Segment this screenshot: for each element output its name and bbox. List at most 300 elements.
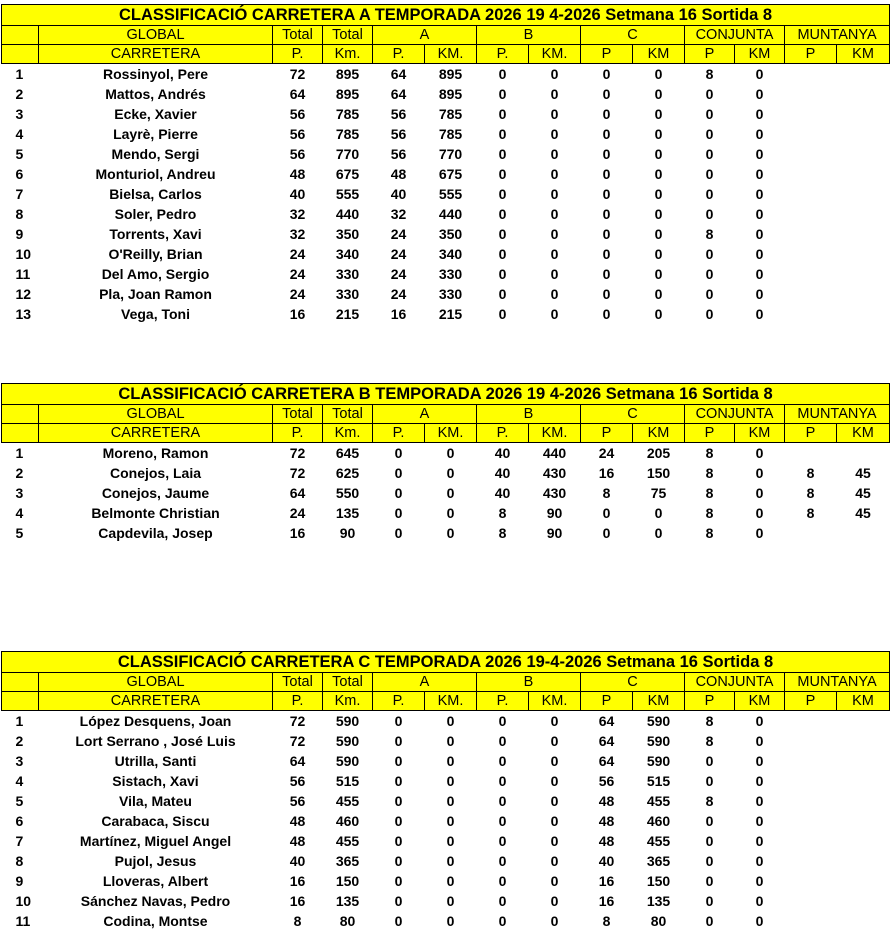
cell-total-points: 48 xyxy=(289,166,306,182)
cell-c-km: 0 xyxy=(654,226,663,242)
cell-a-km: 0 xyxy=(446,773,455,789)
cell-total-points: 32 xyxy=(289,226,306,242)
cell-b-km: 0 xyxy=(550,186,559,202)
header-unit-conjunta-km: KM xyxy=(735,424,785,443)
cell-rider-name: Mattos, Andrés xyxy=(105,86,206,102)
cell-conjunta-points: 0 xyxy=(705,306,714,322)
classification-table-c xyxy=(0,651,890,931)
cell-rank: 5 xyxy=(15,793,24,809)
cell-muntanya-points xyxy=(785,104,837,124)
header-total-km: Total xyxy=(323,26,373,45)
table-row xyxy=(2,124,890,144)
cell-conjunta-km: 0 xyxy=(755,505,764,521)
cell-c-km: 0 xyxy=(654,126,663,142)
header-empty xyxy=(2,692,39,711)
cell-total-km: 440 xyxy=(335,206,360,222)
cell-muntanya-km xyxy=(837,811,890,831)
cell-total-points: 56 xyxy=(289,773,306,789)
header-group-c: C xyxy=(581,26,685,45)
cell-total-points: 40 xyxy=(289,853,306,869)
cell-c-points: 24 xyxy=(598,445,615,461)
header-unit-conjunta-km: KM xyxy=(735,45,785,64)
cell-muntanya-points xyxy=(785,64,837,85)
cell-total-km: 625 xyxy=(335,465,360,481)
cell-conjunta-points: 0 xyxy=(705,893,714,909)
cell-a-points: 0 xyxy=(394,485,403,501)
cell-b-km: 0 xyxy=(550,793,559,809)
cell-b-km: 0 xyxy=(550,733,559,749)
header-unit-a-km: KM. xyxy=(425,424,477,443)
cell-a-km: 330 xyxy=(438,286,463,302)
cell-rider-name: Sistach, Xavi xyxy=(112,773,199,789)
cell-a-km: 785 xyxy=(438,106,463,122)
cell-total-km: 330 xyxy=(335,286,360,302)
cell-c-km: 590 xyxy=(646,713,671,729)
header-unit-c-km: KM xyxy=(633,45,685,64)
cell-b-km: 0 xyxy=(550,813,559,829)
header-unit-muntanya-km: KM xyxy=(837,424,890,443)
cell-conjunta-km: 0 xyxy=(755,186,764,202)
cell-total-km: 150 xyxy=(335,873,360,889)
cell-b-points: 40 xyxy=(494,465,511,481)
cell-b-points: 0 xyxy=(498,733,507,749)
cell-rank: 5 xyxy=(15,525,24,541)
cell-total-km: 555 xyxy=(335,186,360,202)
cell-total-km: 80 xyxy=(339,913,356,929)
cell-b-km: 0 xyxy=(550,893,559,909)
cell-c-points: 48 xyxy=(598,833,615,849)
cell-conjunta-points: 8 xyxy=(705,733,714,749)
cell-muntanya-km xyxy=(837,204,890,224)
cell-muntanya-points xyxy=(785,523,837,543)
header-total-km: Total xyxy=(323,405,373,424)
cell-total-km: 675 xyxy=(335,166,360,182)
cell-muntanya-km xyxy=(837,731,890,751)
cell-a-points: 24 xyxy=(390,286,407,302)
header-empty xyxy=(2,405,39,424)
cell-b-points: 0 xyxy=(498,166,507,182)
cell-rank: 10 xyxy=(15,893,32,909)
header-unit-c-points: P xyxy=(581,692,633,711)
cell-muntanya-points xyxy=(785,831,837,851)
cell-muntanya-km xyxy=(837,244,890,264)
header-unit-muntanya-points: P xyxy=(785,692,837,711)
header-empty xyxy=(2,673,39,692)
cell-total-points: 24 xyxy=(289,505,306,521)
header-row-groups xyxy=(2,26,890,45)
header-row-groups xyxy=(2,405,890,424)
cell-c-points: 0 xyxy=(602,505,611,521)
cell-muntanya-points: 8 xyxy=(806,465,815,481)
cell-muntanya-points xyxy=(785,164,837,184)
cell-c-points: 56 xyxy=(598,773,615,789)
cell-total-points: 64 xyxy=(289,753,306,769)
cell-conjunta-km: 0 xyxy=(755,445,764,461)
cell-c-km: 0 xyxy=(654,286,663,302)
header-unit-muntanya-km: KM xyxy=(837,45,890,64)
cell-total-points: 72 xyxy=(289,713,306,729)
header-global: GLOBAL xyxy=(39,26,273,45)
cell-rider-name: Soler, Pedro xyxy=(114,206,197,222)
cell-muntanya-points xyxy=(785,204,837,224)
cell-muntanya-km xyxy=(837,523,890,543)
cell-rider-name: Lort Serrano , José Luis xyxy=(75,733,236,749)
table-row xyxy=(2,483,890,503)
cell-c-km: 150 xyxy=(646,873,671,889)
cell-muntanya-km xyxy=(837,711,890,732)
header-group-b: B xyxy=(477,26,581,45)
cell-b-points: 0 xyxy=(498,813,507,829)
header-group-a: A xyxy=(373,673,477,692)
cell-conjunta-km: 0 xyxy=(755,465,764,481)
cell-rider-name: Rossinyol, Pere xyxy=(102,66,209,82)
cell-muntanya-km xyxy=(837,851,890,871)
cell-conjunta-km: 0 xyxy=(755,266,764,282)
ranking-table xyxy=(1,383,890,543)
cell-rank: 5 xyxy=(15,146,24,162)
header-group-b: B xyxy=(477,405,581,424)
cell-muntanya-km: 45 xyxy=(855,485,871,501)
cell-total-points: 16 xyxy=(289,525,306,541)
cell-rider-name: Martínez, Miguel Angel xyxy=(79,833,232,849)
cell-conjunta-km: 0 xyxy=(755,485,764,501)
cell-conjunta-km: 0 xyxy=(755,733,764,749)
cell-b-points: 0 xyxy=(498,913,507,929)
header-row-units xyxy=(2,424,890,443)
cell-b-km: 0 xyxy=(550,286,559,302)
cell-c-km: 0 xyxy=(654,66,663,82)
cell-conjunta-points: 8 xyxy=(705,713,714,729)
cell-c-km: 0 xyxy=(654,86,663,102)
cell-c-points: 16 xyxy=(598,465,615,481)
cell-conjunta-points: 0 xyxy=(705,86,714,102)
cell-rider-name: Capdevila, Josep xyxy=(98,525,213,541)
cell-b-km: 0 xyxy=(550,853,559,869)
header-unit-total-km: Km. xyxy=(323,424,373,443)
cell-rider-name: Carabaca, Siscu xyxy=(101,813,210,829)
cell-rider-name: Sánchez Navas, Pedro xyxy=(80,893,231,909)
cell-c-points: 0 xyxy=(602,206,611,222)
cell-a-points: 56 xyxy=(390,146,407,162)
cell-a-km: 0 xyxy=(446,713,455,729)
cell-rank: 10 xyxy=(15,246,32,262)
cell-b-points: 0 xyxy=(498,873,507,889)
cell-total-km: 90 xyxy=(339,525,356,541)
cell-muntanya-km xyxy=(837,124,890,144)
cell-b-points: 0 xyxy=(498,66,507,82)
cell-conjunta-km: 0 xyxy=(755,893,764,909)
table-row xyxy=(2,164,890,184)
cell-rank: 4 xyxy=(15,126,24,142)
cell-c-points: 0 xyxy=(602,286,611,302)
cell-muntanya-points: 8 xyxy=(806,505,815,521)
cell-a-km: 0 xyxy=(446,485,455,501)
cell-b-points: 0 xyxy=(498,853,507,869)
cell-muntanya-points xyxy=(785,144,837,164)
table-row xyxy=(2,463,890,483)
cell-total-km: 590 xyxy=(335,753,360,769)
cell-c-points: 8 xyxy=(602,485,611,501)
cell-a-points: 0 xyxy=(394,913,403,929)
cell-muntanya-points xyxy=(785,851,837,871)
cell-a-km: 340 xyxy=(438,246,463,262)
header-global: GLOBAL xyxy=(39,405,273,424)
cell-muntanya-points xyxy=(785,443,837,464)
table-row xyxy=(2,104,890,124)
cell-b-km: 0 xyxy=(550,86,559,102)
cell-muntanya-km: 45 xyxy=(855,465,871,481)
header-group-muntanya: MUNTANYA xyxy=(785,673,890,692)
cell-conjunta-km: 0 xyxy=(755,753,764,769)
cell-muntanya-km xyxy=(837,84,890,104)
cell-c-points: 64 xyxy=(598,713,615,729)
header-group-c: C xyxy=(581,673,685,692)
cell-conjunta-km: 0 xyxy=(755,286,764,302)
header-empty xyxy=(2,424,39,443)
header-empty xyxy=(2,45,39,64)
cell-a-points: 0 xyxy=(394,753,403,769)
cell-c-points: 0 xyxy=(602,306,611,322)
cell-c-points: 8 xyxy=(602,913,611,929)
cell-rider-name: Ecke, Xavier xyxy=(114,106,197,122)
cell-b-points: 0 xyxy=(498,266,507,282)
cell-rider-name: O'Reilly, Brian xyxy=(108,246,203,262)
cell-rank: 7 xyxy=(15,186,24,202)
cell-muntanya-km xyxy=(837,791,890,811)
cell-a-km: 0 xyxy=(446,873,455,889)
cell-total-km: 515 xyxy=(335,773,360,789)
cell-a-points: 0 xyxy=(394,713,403,729)
cell-b-points: 0 xyxy=(498,246,507,262)
cell-rank: 9 xyxy=(15,226,24,242)
cell-rider-name: Monturiol, Andreu xyxy=(95,166,216,182)
cell-conjunta-km: 0 xyxy=(755,813,764,829)
cell-conjunta-km: 0 xyxy=(755,833,764,849)
header-unit-c-points: P xyxy=(581,424,633,443)
cell-conjunta-points: 8 xyxy=(705,226,714,242)
cell-b-km: 0 xyxy=(550,713,559,729)
cell-c-km: 460 xyxy=(646,813,671,829)
header-row-units xyxy=(2,692,890,711)
table-title: CLASSIFICACIÓ CARRETERA A TEMPORADA 2026 19 4-2026 Setmana 16 Sortida 8 xyxy=(2,5,890,26)
cell-conjunta-points: 8 xyxy=(705,445,714,461)
cell-a-points: 0 xyxy=(394,525,403,541)
cell-muntanya-km: 45 xyxy=(855,505,871,521)
cell-total-points: 8 xyxy=(293,913,302,929)
table-title: CLASSIFICACIÓ CARRETERA C TEMPORADA 2026 19-4-2026 Setmana 16 Sortida 8 xyxy=(2,652,890,673)
classification-table-b xyxy=(0,383,890,543)
header-group-a: A xyxy=(373,26,477,45)
cell-conjunta-km: 0 xyxy=(755,166,764,182)
cell-total-points: 16 xyxy=(289,873,306,889)
header-group-b: B xyxy=(477,673,581,692)
cell-conjunta-km: 0 xyxy=(755,913,764,929)
cell-a-km: 0 xyxy=(446,813,455,829)
cell-total-points: 72 xyxy=(289,445,306,461)
cell-conjunta-km: 0 xyxy=(755,146,764,162)
table-row xyxy=(2,771,890,791)
table-row xyxy=(2,204,890,224)
cell-b-km: 0 xyxy=(550,126,559,142)
table-row xyxy=(2,184,890,204)
table-row xyxy=(2,284,890,304)
cell-a-km: 0 xyxy=(446,465,455,481)
cell-a-points: 56 xyxy=(390,126,407,142)
cell-conjunta-km: 0 xyxy=(755,106,764,122)
cell-rank: 8 xyxy=(15,206,24,222)
header-unit-a-km: KM. xyxy=(425,692,477,711)
cell-b-km: 0 xyxy=(550,66,559,82)
cell-muntanya-km xyxy=(837,871,890,891)
header-total-km: Total xyxy=(323,673,373,692)
cell-b-km: 0 xyxy=(550,106,559,122)
cell-muntanya-points xyxy=(785,871,837,891)
table-row xyxy=(2,224,890,244)
cell-b-km: 90 xyxy=(546,505,563,521)
table-row xyxy=(2,304,890,324)
cell-total-km: 895 xyxy=(335,86,360,102)
table-row xyxy=(2,264,890,284)
cell-rank: 2 xyxy=(15,733,24,749)
header-empty xyxy=(2,26,39,45)
cell-a-km: 0 xyxy=(446,445,455,461)
cell-conjunta-points: 0 xyxy=(705,873,714,889)
cell-a-km: 350 xyxy=(438,226,463,242)
cell-c-km: 455 xyxy=(646,833,671,849)
cell-c-points: 0 xyxy=(602,186,611,202)
cell-c-points: 48 xyxy=(598,793,615,809)
cell-rider-name: Vila, Mateu xyxy=(119,793,192,809)
cell-rank: 7 xyxy=(15,833,24,849)
header-unit-muntanya-km: KM xyxy=(837,692,890,711)
cell-a-km: 0 xyxy=(446,853,455,869)
cell-c-km: 0 xyxy=(654,525,663,541)
cell-muntanya-km xyxy=(837,831,890,851)
header-global: GLOBAL xyxy=(39,673,273,692)
cell-c-points: 0 xyxy=(602,66,611,82)
cell-c-points: 0 xyxy=(602,266,611,282)
cell-c-km: 0 xyxy=(654,146,663,162)
cell-a-km: 555 xyxy=(438,186,463,202)
header-carretera: CARRETERA xyxy=(39,45,273,64)
cell-rank: 6 xyxy=(15,166,24,182)
cell-conjunta-points: 0 xyxy=(705,106,714,122)
cell-a-points: 24 xyxy=(390,266,407,282)
cell-total-points: 56 xyxy=(289,126,306,142)
cell-muntanya-km xyxy=(837,751,890,771)
cell-total-km: 135 xyxy=(335,505,360,521)
table-row xyxy=(2,84,890,104)
header-unit-b-points: P. xyxy=(477,424,529,443)
cell-total-points: 72 xyxy=(289,66,306,82)
cell-total-points: 56 xyxy=(289,146,306,162)
header-total-points: Total xyxy=(273,26,323,45)
cell-muntanya-points xyxy=(785,731,837,751)
cell-b-km: 440 xyxy=(542,445,567,461)
header-unit-a-points: P. xyxy=(373,424,425,443)
cell-rider-name: Lloveras, Albert xyxy=(102,873,209,889)
cell-total-points: 64 xyxy=(289,485,306,501)
cell-total-km: 590 xyxy=(335,733,360,749)
cell-b-points: 0 xyxy=(498,893,507,909)
cell-a-points: 16 xyxy=(390,306,407,322)
cell-a-points: 0 xyxy=(394,445,403,461)
cell-c-points: 40 xyxy=(598,853,615,869)
cell-a-km: 895 xyxy=(438,86,463,102)
cell-rank: 11 xyxy=(15,913,31,929)
header-group-conjunta: CONJUNTA xyxy=(685,673,785,692)
header-carretera: CARRETERA xyxy=(39,424,273,443)
cell-a-points: 0 xyxy=(394,733,403,749)
cell-conjunta-points: 0 xyxy=(705,206,714,222)
cell-b-km: 0 xyxy=(550,206,559,222)
cell-total-points: 16 xyxy=(289,306,306,322)
cell-conjunta-points: 0 xyxy=(705,266,714,282)
cell-muntanya-km xyxy=(837,891,890,911)
cell-a-km: 0 xyxy=(446,793,455,809)
cell-c-points: 0 xyxy=(602,86,611,102)
table-row xyxy=(2,831,890,851)
cell-rider-name: Layrè, Pierre xyxy=(113,126,198,142)
cell-total-km: 590 xyxy=(335,713,360,729)
cell-conjunta-km: 0 xyxy=(755,793,764,809)
header-group-conjunta: CONJUNTA xyxy=(685,26,785,45)
cell-b-points: 0 xyxy=(498,106,507,122)
cell-total-points: 48 xyxy=(289,813,306,829)
ranking-table xyxy=(1,651,890,931)
cell-muntanya-km xyxy=(837,911,890,931)
cell-conjunta-points: 0 xyxy=(705,246,714,262)
cell-a-points: 0 xyxy=(394,465,403,481)
table-row xyxy=(2,64,890,85)
cell-c-km: 75 xyxy=(650,485,667,501)
header-unit-total-km: Km. xyxy=(323,45,373,64)
cell-rank: 11 xyxy=(15,266,31,282)
cell-a-km: 0 xyxy=(446,525,455,541)
cell-a-km: 0 xyxy=(446,505,455,521)
cell-c-points: 0 xyxy=(602,146,611,162)
cell-b-points: 0 xyxy=(498,186,507,202)
cell-a-points: 32 xyxy=(390,206,407,222)
cell-rider-name: Utrilla, Santi xyxy=(114,753,197,769)
cell-b-points: 0 xyxy=(498,86,507,102)
header-unit-a-km: KM. xyxy=(425,45,477,64)
cell-b-km: 0 xyxy=(550,306,559,322)
cell-a-points: 24 xyxy=(390,226,407,242)
header-unit-a-points: P. xyxy=(373,45,425,64)
cell-c-km: 0 xyxy=(654,186,663,202)
cell-total-points: 72 xyxy=(289,465,306,481)
cell-total-points: 16 xyxy=(289,893,306,909)
cell-a-km: 0 xyxy=(446,833,455,849)
cell-total-km: 785 xyxy=(335,126,360,142)
header-carretera: CARRETERA xyxy=(39,692,273,711)
header-unit-muntanya-points: P xyxy=(785,45,837,64)
cell-a-points: 56 xyxy=(390,106,407,122)
cell-a-km: 330 xyxy=(438,266,463,282)
cell-muntanya-km xyxy=(837,771,890,791)
cell-a-km: 0 xyxy=(446,753,455,769)
cell-conjunta-km: 0 xyxy=(755,66,764,82)
header-unit-b-points: P. xyxy=(477,692,529,711)
cell-muntanya-points xyxy=(785,751,837,771)
cell-a-km: 0 xyxy=(446,733,455,749)
cell-rider-name: Mendo, Sergi xyxy=(111,146,200,162)
cell-c-km: 590 xyxy=(646,753,671,769)
cell-b-points: 0 xyxy=(498,753,507,769)
header-total-points: Total xyxy=(273,673,323,692)
cell-c-km: 80 xyxy=(650,913,667,929)
